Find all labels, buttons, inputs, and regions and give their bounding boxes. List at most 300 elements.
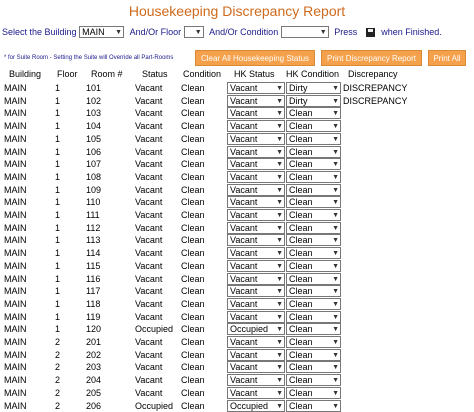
hk-status-select[interactable]	[227, 273, 285, 285]
table-row	[0, 323, 474, 336]
hk-status-select[interactable]	[227, 298, 285, 310]
table-row	[0, 349, 474, 362]
cell-status: Vacant	[135, 222, 162, 234]
table-row	[0, 107, 474, 120]
cell-building: MAIN	[4, 247, 27, 259]
cell-building: MAIN	[4, 196, 27, 208]
table-row	[0, 158, 474, 171]
cell-building: MAIN	[4, 260, 27, 272]
table-row	[0, 222, 474, 235]
hk-condition-select[interactable]	[286, 285, 341, 297]
chevron-down-icon: ▼	[276, 312, 283, 323]
building-label: Select the Building	[2, 27, 77, 37]
clear-housekeeping-button[interactable]: Clear All Housekeeping Status	[195, 50, 315, 66]
cell-building: MAIN	[4, 120, 27, 132]
cell-floor: 1	[55, 222, 60, 234]
chevron-down-icon: ▼	[276, 274, 283, 285]
cell-floor: 2	[55, 387, 60, 399]
hk-condition-select[interactable]	[286, 247, 341, 259]
column-header-hk-condition: HK Condition	[286, 69, 339, 79]
chevron-down-icon: ▼	[276, 401, 283, 412]
table-row	[0, 209, 474, 222]
cell-room: 205	[86, 387, 101, 399]
hk-condition-select[interactable]	[286, 171, 341, 183]
hk-condition-value: Clean	[289, 286, 313, 296]
cell-condition: Clean	[181, 82, 205, 94]
cell-floor: 1	[55, 107, 60, 119]
cell-discrepancy: DISCREPANCY	[343, 82, 407, 94]
table-row	[0, 171, 474, 184]
cell-floor: 2	[55, 336, 60, 348]
chevron-down-icon: ▼	[332, 185, 339, 196]
hk-status-select[interactable]	[227, 107, 285, 119]
cell-status: Vacant	[135, 285, 162, 297]
cell-building: MAIN	[4, 298, 27, 310]
hk-condition-value: Clean	[289, 134, 313, 144]
hk-status-select[interactable]	[227, 95, 285, 107]
hk-condition-value: Clean	[289, 108, 313, 118]
hk-status-value: Vacant	[230, 375, 257, 385]
hk-condition-value: Clean	[289, 375, 313, 385]
cell-status: Vacant	[135, 95, 162, 107]
chevron-down-icon: ▼	[276, 185, 283, 196]
hk-condition-value: Dirty	[289, 96, 308, 106]
table-row	[0, 273, 474, 286]
hk-status-value: Occupied	[230, 324, 268, 334]
column-header-status: Status	[142, 69, 168, 79]
hk-condition-select[interactable]	[286, 82, 341, 94]
cell-room: 202	[86, 349, 101, 361]
chevron-down-icon: ▼	[276, 210, 283, 221]
cell-floor: 2	[55, 361, 60, 373]
hk-condition-value: Clean	[289, 159, 313, 169]
hk-status-select[interactable]	[227, 234, 285, 246]
hk-condition-value: Dirty	[289, 83, 308, 93]
hk-condition-value: Clean	[289, 350, 313, 360]
cell-building: MAIN	[4, 361, 27, 373]
print-all-button[interactable]: Print All	[428, 50, 466, 66]
chevron-down-icon: ▼	[332, 197, 339, 208]
column-header-room: Room #	[91, 69, 123, 79]
column-header-hk-status: HK Status	[234, 69, 275, 79]
chevron-down-icon: ▼	[276, 388, 283, 399]
suite-note: * for Suite Room - Setting the Suite will Override all Part-Rooms	[4, 55, 173, 61]
hk-condition-value: Clean	[289, 299, 313, 309]
chevron-down-icon: ▼	[276, 337, 283, 348]
cell-room: 110	[86, 196, 100, 208]
hk-status-select[interactable]	[227, 196, 285, 208]
column-header-building: Building	[9, 69, 41, 79]
cell-building: MAIN	[4, 400, 27, 412]
hk-status-value: Vacant	[230, 286, 257, 296]
cell-building: MAIN	[4, 374, 27, 386]
finished-label: when Finished.	[381, 27, 442, 37]
chevron-down-icon: ▼	[276, 197, 283, 208]
hk-status-value: Vacant	[230, 172, 257, 182]
cell-floor: 1	[55, 171, 60, 183]
hk-status-select[interactable]	[227, 133, 285, 145]
chevron-down-icon: ▼	[195, 27, 202, 38]
cell-building: MAIN	[4, 222, 27, 234]
cell-status: Vacant	[135, 311, 162, 323]
cell-building: MAIN	[4, 184, 27, 196]
cell-floor: 1	[55, 133, 60, 145]
hk-condition-value: Clean	[289, 210, 313, 220]
hk-status-select[interactable]	[227, 387, 285, 399]
cell-room: 114	[86, 247, 100, 259]
cell-floor: 1	[55, 146, 60, 158]
hk-condition-select[interactable]	[286, 260, 341, 272]
hk-condition-select[interactable]	[286, 298, 341, 310]
cell-room: 119	[86, 311, 100, 323]
hk-status-select[interactable]	[227, 184, 285, 196]
cell-room: 204	[86, 374, 101, 386]
chevron-down-icon: ▼	[332, 248, 339, 259]
cell-condition: Clean	[181, 158, 205, 170]
cell-condition: Clean	[181, 171, 205, 183]
hk-status-value: Vacant	[230, 388, 257, 398]
hk-condition-select[interactable]	[286, 273, 341, 285]
hk-status-select[interactable]	[227, 311, 285, 323]
cell-floor: 2	[55, 400, 60, 412]
table-row	[0, 234, 474, 247]
hk-status-value: Vacant	[230, 134, 257, 144]
cell-condition: Clean	[181, 361, 205, 373]
chevron-down-icon: ▼	[332, 235, 339, 246]
hk-status-select[interactable]	[227, 361, 285, 373]
hk-condition-select[interactable]	[286, 120, 341, 132]
cell-status: Vacant	[135, 298, 162, 310]
cell-floor: 1	[55, 184, 60, 196]
hk-status-select[interactable]	[227, 247, 285, 259]
cell-condition: Clean	[181, 209, 205, 221]
floor-label: And/Or Floor	[130, 27, 182, 37]
hk-condition-select[interactable]	[286, 361, 341, 373]
hk-status-select[interactable]	[227, 323, 285, 335]
chevron-down-icon: ▼	[276, 223, 283, 234]
cell-room: 105	[86, 133, 101, 145]
chevron-down-icon: ▼	[332, 324, 339, 335]
cell-condition: Clean	[181, 336, 205, 348]
table-row	[0, 298, 474, 311]
hk-status-value: Vacant	[230, 96, 257, 106]
building-select[interactable]	[79, 26, 124, 38]
cell-status: Vacant	[135, 234, 162, 246]
hk-condition-value: Clean	[289, 274, 313, 284]
chevron-down-icon: ▼	[332, 147, 339, 158]
cell-building: MAIN	[4, 209, 27, 221]
hk-condition-select[interactable]	[286, 374, 341, 386]
cell-condition: Clean	[181, 146, 205, 158]
chevron-down-icon: ▼	[276, 286, 283, 297]
cell-room: 107	[86, 158, 101, 170]
hk-status-value: Vacant	[230, 197, 257, 207]
hk-status-select[interactable]	[227, 374, 285, 386]
hk-status-select[interactable]	[227, 82, 285, 94]
hk-condition-value: Clean	[289, 261, 313, 271]
chevron-down-icon: ▼	[332, 83, 339, 94]
hk-condition-select[interactable]	[286, 222, 341, 234]
page-title: Housekeeping Discrepancy Report	[0, 3, 474, 19]
hk-status-select[interactable]	[227, 158, 285, 170]
hk-condition-value: Clean	[289, 185, 313, 195]
cell-building: MAIN	[4, 82, 27, 94]
filter-bar	[2, 26, 442, 38]
chevron-down-icon: ▼	[332, 210, 339, 221]
chevron-down-icon: ▼	[320, 27, 327, 38]
cell-floor: 2	[55, 374, 60, 386]
cell-floor: 1	[55, 158, 60, 170]
chevron-down-icon: ▼	[276, 147, 283, 158]
chevron-down-icon: ▼	[276, 261, 283, 272]
cell-room: 106	[86, 146, 101, 158]
table-row	[0, 247, 474, 260]
cell-room: 112	[86, 222, 100, 234]
table-row	[0, 374, 474, 387]
cell-floor: 1	[55, 323, 60, 335]
building-select-value: MAIN	[82, 27, 105, 38]
cell-status: Vacant	[135, 273, 162, 285]
cell-room: 102	[86, 95, 101, 107]
floor-select[interactable]	[184, 26, 204, 38]
cell-floor: 1	[55, 247, 60, 259]
hk-condition-select[interactable]	[286, 323, 341, 335]
hk-condition-value: Clean	[289, 197, 313, 207]
cell-condition: Clean	[181, 133, 205, 145]
table-row	[0, 336, 474, 349]
cell-status: Vacant	[135, 260, 162, 272]
hk-status-value: Vacant	[230, 159, 257, 169]
hk-status-value: Vacant	[230, 312, 257, 322]
chevron-down-icon: ▼	[332, 312, 339, 323]
cell-status: Vacant	[135, 171, 162, 183]
cell-floor: 1	[55, 273, 60, 285]
chevron-down-icon: ▼	[276, 299, 283, 310]
hk-condition-select[interactable]	[286, 146, 341, 158]
cell-building: MAIN	[4, 146, 27, 158]
hk-condition-select[interactable]	[286, 133, 341, 145]
cell-building: MAIN	[4, 349, 27, 361]
cell-building: MAIN	[4, 234, 27, 246]
cell-status: Vacant	[135, 158, 162, 170]
cell-building: MAIN	[4, 285, 27, 297]
cell-status: Vacant	[135, 349, 162, 361]
cell-status: Vacant	[135, 209, 162, 221]
chevron-down-icon: ▼	[276, 172, 283, 183]
hk-condition-select[interactable]	[286, 387, 341, 399]
hk-status-value: Vacant	[230, 261, 257, 271]
cell-condition: Clean	[181, 298, 205, 310]
cell-room: 117	[86, 285, 100, 297]
hk-status-value: Vacant	[230, 248, 257, 258]
cell-status: Vacant	[135, 247, 162, 259]
cell-room: 120	[86, 323, 101, 335]
column-header-floor: Floor	[57, 69, 78, 79]
cell-status: Vacant	[135, 361, 162, 373]
hk-condition-select[interactable]	[286, 209, 341, 221]
chevron-down-icon: ▼	[332, 159, 339, 170]
hk-condition-select[interactable]	[286, 336, 341, 348]
hk-status-select[interactable]	[227, 209, 285, 221]
cell-status: Vacant	[135, 133, 162, 145]
hk-status-select[interactable]	[227, 171, 285, 183]
hk-condition-select[interactable]	[286, 349, 341, 361]
print-discrepancy-button[interactable]: Print Discrepancy Report	[321, 50, 422, 66]
table-row	[0, 95, 474, 108]
table-row	[0, 285, 474, 298]
table-row	[0, 311, 474, 324]
chevron-down-icon: ▼	[332, 401, 339, 412]
hk-status-select[interactable]	[227, 349, 285, 361]
chevron-down-icon: ▼	[276, 248, 283, 259]
cell-condition: Clean	[181, 323, 205, 335]
hk-status-value: Vacant	[230, 235, 257, 245]
cell-condition: Clean	[181, 349, 205, 361]
hk-status-value: Vacant	[230, 274, 257, 284]
cell-room: 201	[86, 336, 101, 348]
condition-select[interactable]	[281, 26, 329, 38]
cell-condition: Clean	[181, 107, 205, 119]
cell-building: MAIN	[4, 336, 27, 348]
cell-condition: Clean	[181, 374, 205, 386]
hk-condition-select[interactable]	[286, 234, 341, 246]
cell-status: Vacant	[135, 107, 162, 119]
chevron-down-icon: ▼	[332, 337, 339, 348]
chevron-down-icon: ▼	[332, 274, 339, 285]
hk-status-value: Vacant	[230, 108, 257, 118]
hk-status-value: Vacant	[230, 337, 257, 347]
cell-condition: Clean	[181, 196, 205, 208]
cell-building: MAIN	[4, 323, 27, 335]
hk-condition-value: Clean	[289, 388, 313, 398]
chevron-down-icon: ▼	[332, 96, 339, 107]
hk-status-select[interactable]	[227, 285, 285, 297]
table-row	[0, 260, 474, 273]
cell-status: Vacant	[135, 196, 162, 208]
chevron-down-icon: ▼	[276, 159, 283, 170]
cell-room: 108	[86, 171, 101, 183]
chevron-down-icon: ▼	[332, 261, 339, 272]
cell-status: Vacant	[135, 336, 162, 348]
cell-room: 104	[86, 120, 101, 132]
cell-floor: 1	[55, 285, 60, 297]
cell-room: 103	[86, 107, 101, 119]
hk-status-select[interactable]	[227, 336, 285, 348]
cell-status: Occupied	[135, 323, 173, 335]
hk-condition-value: Clean	[289, 362, 313, 372]
hk-condition-value: Clean	[289, 248, 313, 258]
hk-status-select[interactable]	[227, 146, 285, 158]
hk-status-value: Vacant	[230, 210, 257, 220]
cell-condition: Clean	[181, 400, 205, 412]
chevron-down-icon: ▼	[332, 388, 339, 399]
hk-condition-select[interactable]	[286, 311, 341, 323]
hk-status-value: Vacant	[230, 121, 257, 131]
chevron-down-icon: ▼	[332, 172, 339, 183]
cell-condition: Clean	[181, 387, 205, 399]
table-row	[0, 361, 474, 374]
hk-condition-select[interactable]	[286, 184, 341, 196]
chevron-down-icon: ▼	[332, 299, 339, 310]
cell-room: 116	[86, 273, 100, 285]
cell-floor: 1	[55, 209, 60, 221]
hk-status-value: Vacant	[230, 83, 257, 93]
hk-status-select[interactable]	[227, 260, 285, 272]
table-row	[0, 387, 474, 400]
hk-status-select[interactable]	[227, 120, 285, 132]
table-row	[0, 146, 474, 159]
hk-status-value: Vacant	[230, 147, 257, 157]
table-row	[0, 82, 474, 95]
chevron-down-icon: ▼	[332, 362, 339, 373]
hk-condition-select[interactable]	[286, 107, 341, 119]
column-header-discrepancy: Discrepancy	[348, 69, 398, 79]
cell-status: Vacant	[135, 387, 162, 399]
hk-condition-select[interactable]	[286, 158, 341, 170]
cell-floor: 1	[55, 82, 60, 94]
hk-condition-value: Clean	[289, 324, 313, 334]
cell-floor: 2	[55, 349, 60, 361]
cell-room: 101	[86, 82, 101, 94]
hk-status-value: Vacant	[230, 362, 257, 372]
hk-condition-value: Clean	[289, 223, 313, 233]
hk-condition-value: Clean	[289, 121, 313, 131]
table-row	[0, 133, 474, 146]
table-row	[0, 120, 474, 133]
save-icon[interactable]	[366, 28, 375, 37]
cell-floor: 1	[55, 234, 60, 246]
cell-condition: Clean	[181, 120, 205, 132]
hk-condition-select[interactable]	[286, 95, 341, 107]
cell-status: Vacant	[135, 374, 162, 386]
cell-condition: Clean	[181, 285, 205, 297]
cell-condition: Clean	[181, 247, 205, 259]
hk-condition-select[interactable]	[286, 196, 341, 208]
cell-floor: 1	[55, 298, 60, 310]
table-row	[0, 400, 474, 412]
cell-building: MAIN	[4, 311, 27, 323]
press-label: Press	[334, 27, 357, 37]
cell-building: MAIN	[4, 273, 27, 285]
chevron-down-icon: ▼	[276, 375, 283, 386]
chevron-down-icon: ▼	[276, 96, 283, 107]
chevron-down-icon: ▼	[332, 223, 339, 234]
chevron-down-icon: ▼	[276, 83, 283, 94]
cell-building: MAIN	[4, 387, 27, 399]
chevron-down-icon: ▼	[276, 362, 283, 373]
hk-status-value: Vacant	[230, 185, 257, 195]
chevron-down-icon: ▼	[276, 108, 283, 119]
cell-condition: Clean	[181, 311, 205, 323]
chevron-down-icon: ▼	[332, 350, 339, 361]
cell-room: 111	[86, 209, 100, 221]
cell-room: 118	[86, 298, 100, 310]
hk-status-value: Vacant	[230, 299, 257, 309]
cell-room: 206	[86, 400, 101, 412]
cell-floor: 1	[55, 260, 60, 272]
cell-floor: 1	[55, 120, 60, 132]
condition-label: And/Or Condition	[209, 27, 278, 37]
cell-floor: 1	[55, 196, 60, 208]
cell-status: Vacant	[135, 120, 162, 132]
cell-condition: Clean	[181, 184, 205, 196]
hk-status-value: Vacant	[230, 223, 257, 233]
cell-status: Vacant	[135, 82, 162, 94]
hk-status-select[interactable]	[227, 222, 285, 234]
cell-discrepancy: DISCREPANCY	[343, 95, 407, 107]
cell-status: Vacant	[135, 146, 162, 158]
chevron-down-icon: ▼	[276, 350, 283, 361]
